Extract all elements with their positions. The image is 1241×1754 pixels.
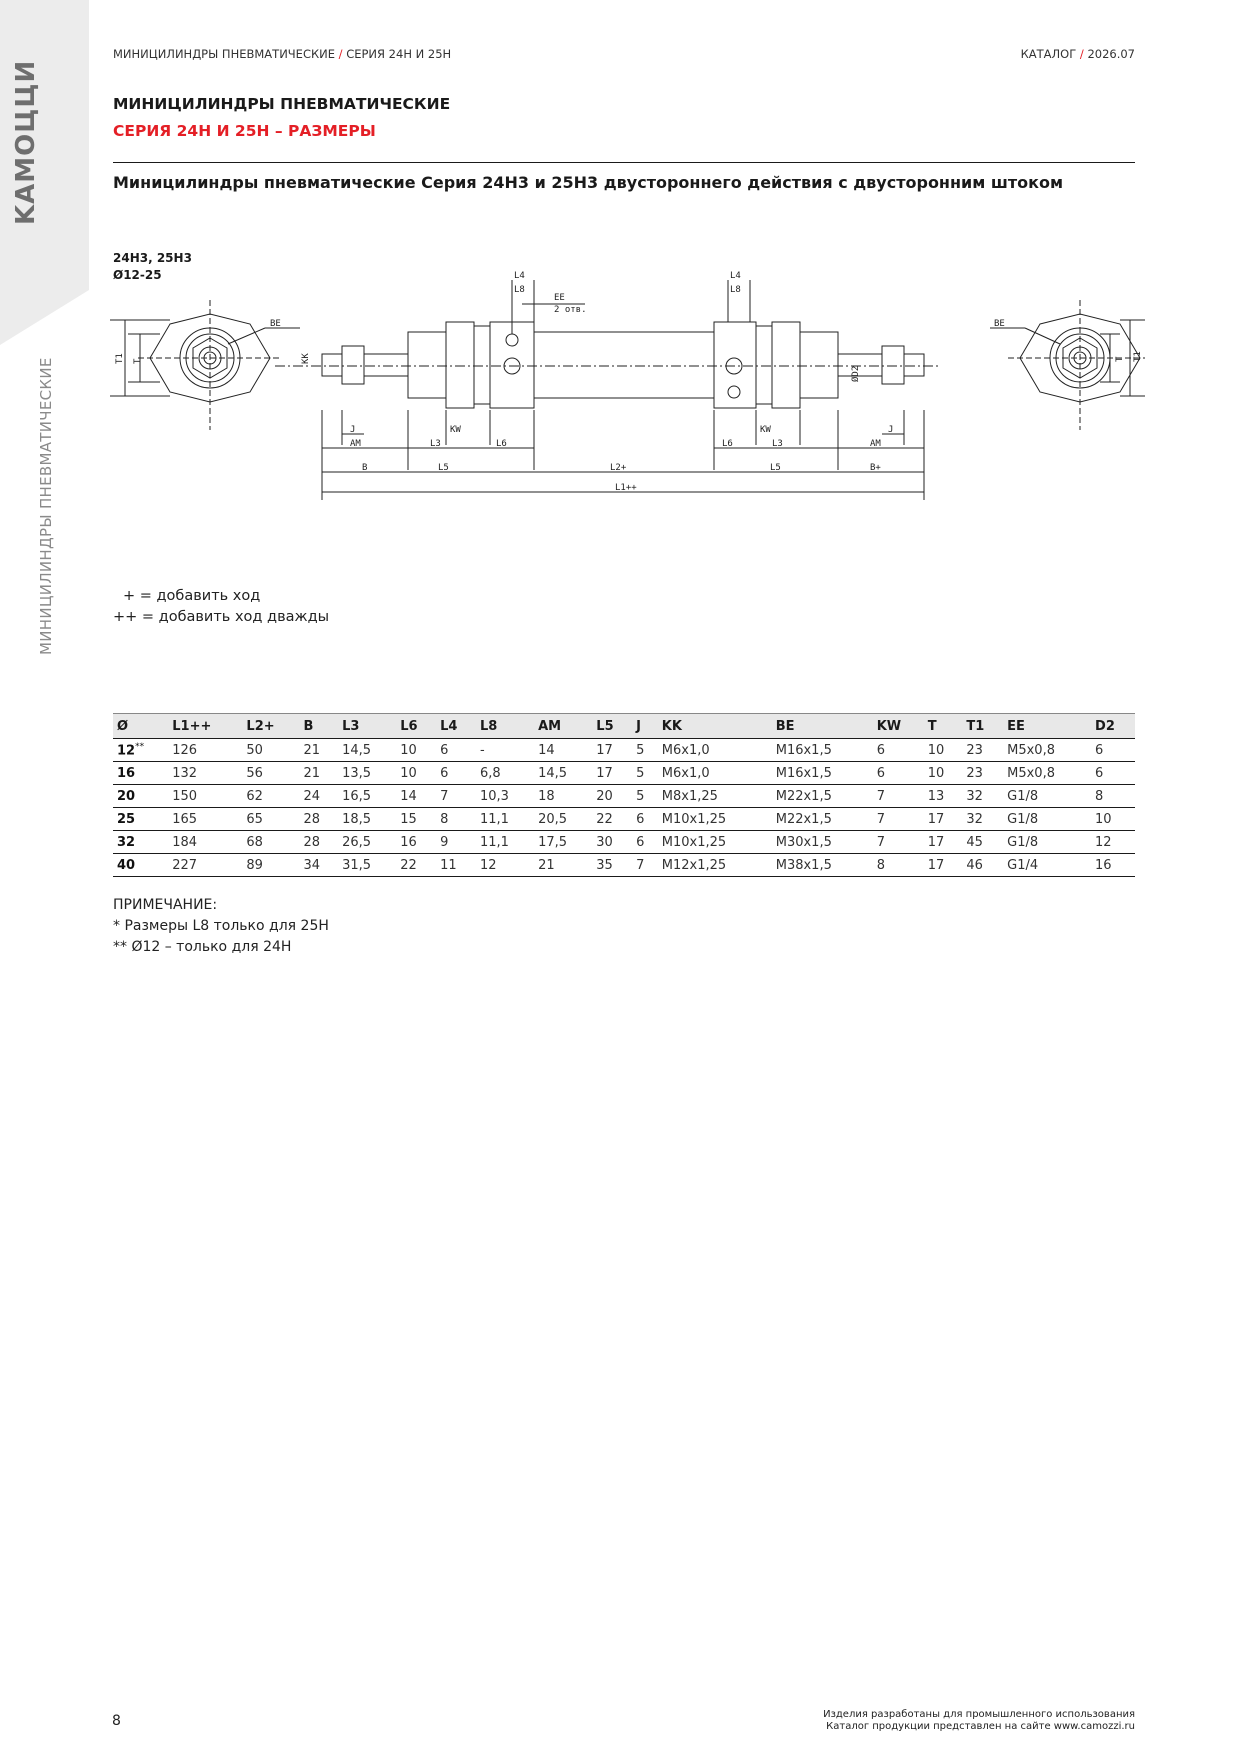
table-cell: 6 — [436, 762, 476, 785]
table-cell: 8 — [436, 808, 476, 831]
table-cell: 65 — [242, 808, 299, 831]
table-cell: 184 — [168, 831, 242, 854]
table-cell: G1/4 — [1003, 854, 1091, 877]
table-cell: 6,8 — [476, 762, 534, 785]
sidebar — [0, 0, 89, 1754]
column-header: L1++ — [168, 714, 242, 739]
column-header: KK — [658, 714, 772, 739]
table-cell-bore: 40 — [113, 854, 168, 877]
table-cell: 50 — [242, 739, 299, 762]
table-cell: M16x1,5 — [772, 739, 873, 762]
table-cell: G1/8 — [1003, 831, 1091, 854]
table-cell: 10 — [924, 762, 963, 785]
label-EE-note: 2 отв. — [554, 305, 587, 315]
label-L8-left: L8 — [514, 285, 525, 295]
label-L5-right: L5 — [770, 463, 781, 473]
table-cell: M12x1,25 — [658, 854, 772, 877]
label-J-left: J — [350, 425, 356, 435]
table-cell: 22 — [592, 808, 632, 831]
catalog-label: КАТАЛОГ — [1020, 47, 1077, 61]
table-cell: 18,5 — [338, 808, 396, 831]
catalog-separator: / — [1079, 47, 1084, 61]
column-header: L3 — [338, 714, 396, 739]
column-header: AM — [534, 714, 592, 739]
table-cell: 16 — [396, 831, 436, 854]
model-range: Ø12-25 — [113, 268, 162, 282]
table-cell: 15 — [396, 808, 436, 831]
table-cell: 13,5 — [338, 762, 396, 785]
table-cell: 126 — [168, 739, 242, 762]
table-cell: 21 — [299, 739, 338, 762]
table-row — [113, 854, 1135, 877]
table-cell: 150 — [168, 785, 242, 808]
table-cell: 12 — [476, 854, 534, 877]
label-T: T — [133, 358, 143, 364]
table-cell: 10 — [396, 739, 436, 762]
table-cell: 13 — [924, 785, 963, 808]
column-header: D2 — [1091, 714, 1135, 739]
table-cell: 6 — [632, 808, 658, 831]
label-L1: L1++ — [615, 483, 637, 493]
table-cell: M22x1,5 — [772, 808, 873, 831]
label-L2: L2+ — [610, 463, 627, 473]
table-cell: 7 — [436, 785, 476, 808]
table-cell: 6 — [1091, 739, 1135, 762]
table-cell: 17 — [592, 739, 632, 762]
table-cell: 20,5 — [534, 808, 592, 831]
label-T1-right: T1 — [1133, 351, 1143, 362]
column-header: L8 — [476, 714, 534, 739]
column-header: L6 — [396, 714, 436, 739]
table-row — [113, 785, 1135, 808]
label-L4-left: L4 — [514, 271, 525, 281]
cylinder-dimension-drawing — [110, 260, 1145, 510]
table-cell: M30x1,5 — [772, 831, 873, 854]
brand-logo: KAMOЦЦИ — [11, 59, 41, 225]
table-cell: 18 — [534, 785, 592, 808]
label-T-right: T — [1115, 356, 1125, 362]
table-cell: M10x1,25 — [658, 808, 772, 831]
page-title: МИНИЦИЛИНДРЫ ПНЕВМАТИЧЕСКИЕ — [113, 95, 451, 113]
title-divider — [113, 162, 1135, 163]
page-subtitle-series: СЕРИЯ 24H И 25H – РАЗМЕРЫ — [113, 122, 376, 140]
table-row — [113, 762, 1135, 785]
table-cell: 62 — [242, 785, 299, 808]
legend-plus: + = добавить ход — [123, 588, 261, 604]
table-cell: 32 — [962, 808, 1003, 831]
table-cell: 28 — [299, 808, 338, 831]
column-header: Ø — [113, 714, 168, 739]
notes — [113, 895, 329, 958]
column-header: T — [924, 714, 963, 739]
table-cell: 10 — [924, 739, 963, 762]
label-BE-left: BE — [270, 319, 281, 329]
table-cell: 45 — [962, 831, 1003, 854]
table-cell: 89 — [242, 854, 299, 877]
notes-heading: ПРИМЕЧАНИЕ: — [113, 897, 218, 913]
label-KK: KK — [301, 353, 311, 364]
breadcrumb-series: СЕРИЯ 24H И 25H — [346, 47, 452, 61]
table-cell: 17 — [592, 762, 632, 785]
label-L5-left: L5 — [438, 463, 449, 473]
table-cell: 17 — [924, 854, 963, 877]
table-cell: - — [476, 739, 534, 762]
label-L6-right: L6 — [722, 439, 733, 449]
table-cell: 14,5 — [338, 739, 396, 762]
table-cell: 7 — [873, 785, 924, 808]
label-B-plus: B+ — [870, 463, 881, 473]
table-cell: 6 — [873, 762, 924, 785]
table-cell: 11,1 — [476, 831, 534, 854]
table-cell: 6 — [1091, 762, 1135, 785]
table-cell: 23 — [962, 739, 1003, 762]
table-cell: 11,1 — [476, 808, 534, 831]
label-EE: EE — [554, 293, 565, 303]
table-cell: 46 — [962, 854, 1003, 877]
breadcrumb-section: МИНИЦИЛИНДРЫ ПНЕВМАТИЧЕСКИЕ — [113, 47, 336, 61]
table-cell: 17 — [924, 808, 963, 831]
table-body — [113, 739, 1135, 877]
table-cell-bore: 16 — [113, 762, 168, 785]
table-cell: 14 — [534, 739, 592, 762]
table-cell: G1/8 — [1003, 808, 1091, 831]
table-cell: 8 — [873, 854, 924, 877]
breadcrumb-separator: / — [338, 47, 343, 61]
column-header: KW — [873, 714, 924, 739]
table-cell: 28 — [299, 831, 338, 854]
table-cell: 56 — [242, 762, 299, 785]
table-cell: M5x0,8 — [1003, 739, 1091, 762]
stroke-legend — [113, 586, 329, 628]
table-cell: 6 — [873, 739, 924, 762]
label-L8-right: L8 — [730, 285, 741, 295]
column-header: J — [632, 714, 658, 739]
table-cell: M16x1,5 — [772, 762, 873, 785]
table-cell: 20 — [592, 785, 632, 808]
column-header: EE — [1003, 714, 1091, 739]
table-cell: 22 — [396, 854, 436, 877]
note-2: ** Ø12 – только для 24H — [113, 939, 292, 955]
footer — [823, 1709, 1135, 1733]
table-cell: M22x1,5 — [772, 785, 873, 808]
section-heading: Миницилиндры пневматические Серия 24H3 и 25H3 двустороннего действия с двусторонним штоком — [113, 173, 1064, 192]
table-cell: 10 — [1091, 808, 1135, 831]
table-cell: 16,5 — [338, 785, 396, 808]
legend-plusplus: ++ = добавить ход дважды — [113, 609, 330, 625]
cylinder-side-view — [275, 280, 940, 408]
table-cell-bore: 25 — [113, 808, 168, 831]
table-cell: 10 — [396, 762, 436, 785]
table-cell: M10x1,25 — [658, 831, 772, 854]
table-cell-bore: 20 — [113, 785, 168, 808]
table-cell: 9 — [436, 831, 476, 854]
table-cell: 7 — [873, 808, 924, 831]
table-cell: 132 — [168, 762, 242, 785]
table-cell: 21 — [534, 854, 592, 877]
label-T1: T1 — [115, 353, 125, 364]
label-L6-left: L6 — [496, 439, 507, 449]
table-cell: 23 — [962, 762, 1003, 785]
table-cell: M8x1,25 — [658, 785, 772, 808]
table-cell: 5 — [632, 739, 658, 762]
table-cell: 17 — [924, 831, 963, 854]
column-header: T1 — [962, 714, 1003, 739]
table-cell: 227 — [168, 854, 242, 877]
label-L3-left: L3 — [430, 439, 441, 449]
table-cell: 31,5 — [338, 854, 396, 877]
label-KW-left: KW — [450, 425, 461, 435]
label-KW-right: KW — [760, 425, 771, 435]
label-L3-right: L3 — [772, 439, 783, 449]
sidebar-section-label: МИНИЦИЛИНДРЫ ПНЕВМАТИЧЕСКИЕ — [37, 357, 55, 655]
table-cell: 16 — [1091, 854, 1135, 877]
table-cell: 5 — [632, 762, 658, 785]
note-1: * Размеры L8 только для 25H — [113, 918, 329, 934]
table-cell: 7 — [873, 831, 924, 854]
table-cell: M38x1,5 — [772, 854, 873, 877]
table-cell: 10,3 — [476, 785, 534, 808]
column-header: L4 — [436, 714, 476, 739]
table-cell: 35 — [592, 854, 632, 877]
catalog-date: 2026.07 — [1087, 47, 1135, 61]
table-cell-bore: 12** — [113, 739, 168, 762]
column-header: L2+ — [242, 714, 299, 739]
table-header-row — [113, 714, 1135, 739]
label-BE-right: BE — [994, 319, 1005, 329]
table-cell: G1/8 — [1003, 785, 1091, 808]
table-cell: 14 — [396, 785, 436, 808]
table-row — [113, 808, 1135, 831]
label-D2: ØD2 — [851, 365, 861, 382]
label-AM-left: AM — [350, 439, 361, 449]
table-cell: 17,5 — [534, 831, 592, 854]
table-cell: M5x0,8 — [1003, 762, 1091, 785]
label-AM-right: AM — [870, 439, 881, 449]
label-L4-right: L4 — [730, 271, 741, 281]
column-header: L5 — [592, 714, 632, 739]
table-cell: 26,5 — [338, 831, 396, 854]
table-row — [113, 831, 1135, 854]
right-end-view — [990, 300, 1145, 430]
column-header: BE — [772, 714, 873, 739]
table-cell: 24 — [299, 785, 338, 808]
label-J-right: J — [888, 425, 894, 435]
model-name: 24H3, 25H3 — [113, 251, 192, 265]
label-B: B — [362, 463, 368, 473]
table-cell: 21 — [299, 762, 338, 785]
column-header: B — [299, 714, 338, 739]
page-number: 8 — [112, 1713, 121, 1729]
table-cell: 34 — [299, 854, 338, 877]
table-cell: 8 — [1091, 785, 1135, 808]
table-cell: 165 — [168, 808, 242, 831]
table-cell: 7 — [632, 854, 658, 877]
table-cell: M6x1,0 — [658, 762, 772, 785]
table-cell: 32 — [962, 785, 1003, 808]
table-row — [113, 739, 1135, 762]
footer-line-1: Изделия разработаны для промышленного использования — [823, 1709, 1135, 1720]
breadcrumb — [113, 47, 451, 61]
table-cell: 5 — [632, 785, 658, 808]
table-cell: M6x1,0 — [658, 739, 772, 762]
table-cell-bore: 32 — [113, 831, 168, 854]
table-cell: 11 — [436, 854, 476, 877]
table-cell: 6 — [436, 739, 476, 762]
table-cell: 14,5 — [534, 762, 592, 785]
table-cell: 68 — [242, 831, 299, 854]
catalog-version — [1021, 47, 1135, 61]
table-cell: 12 — [1091, 831, 1135, 854]
table-cell: 30 — [592, 831, 632, 854]
dimensions-table — [113, 713, 1135, 877]
footer-line-2: Каталог продукции представлен на сайте www.camozzi.ru — [826, 1721, 1135, 1732]
table-cell: 6 — [632, 831, 658, 854]
footnote-marker: ** — [135, 741, 145, 752]
